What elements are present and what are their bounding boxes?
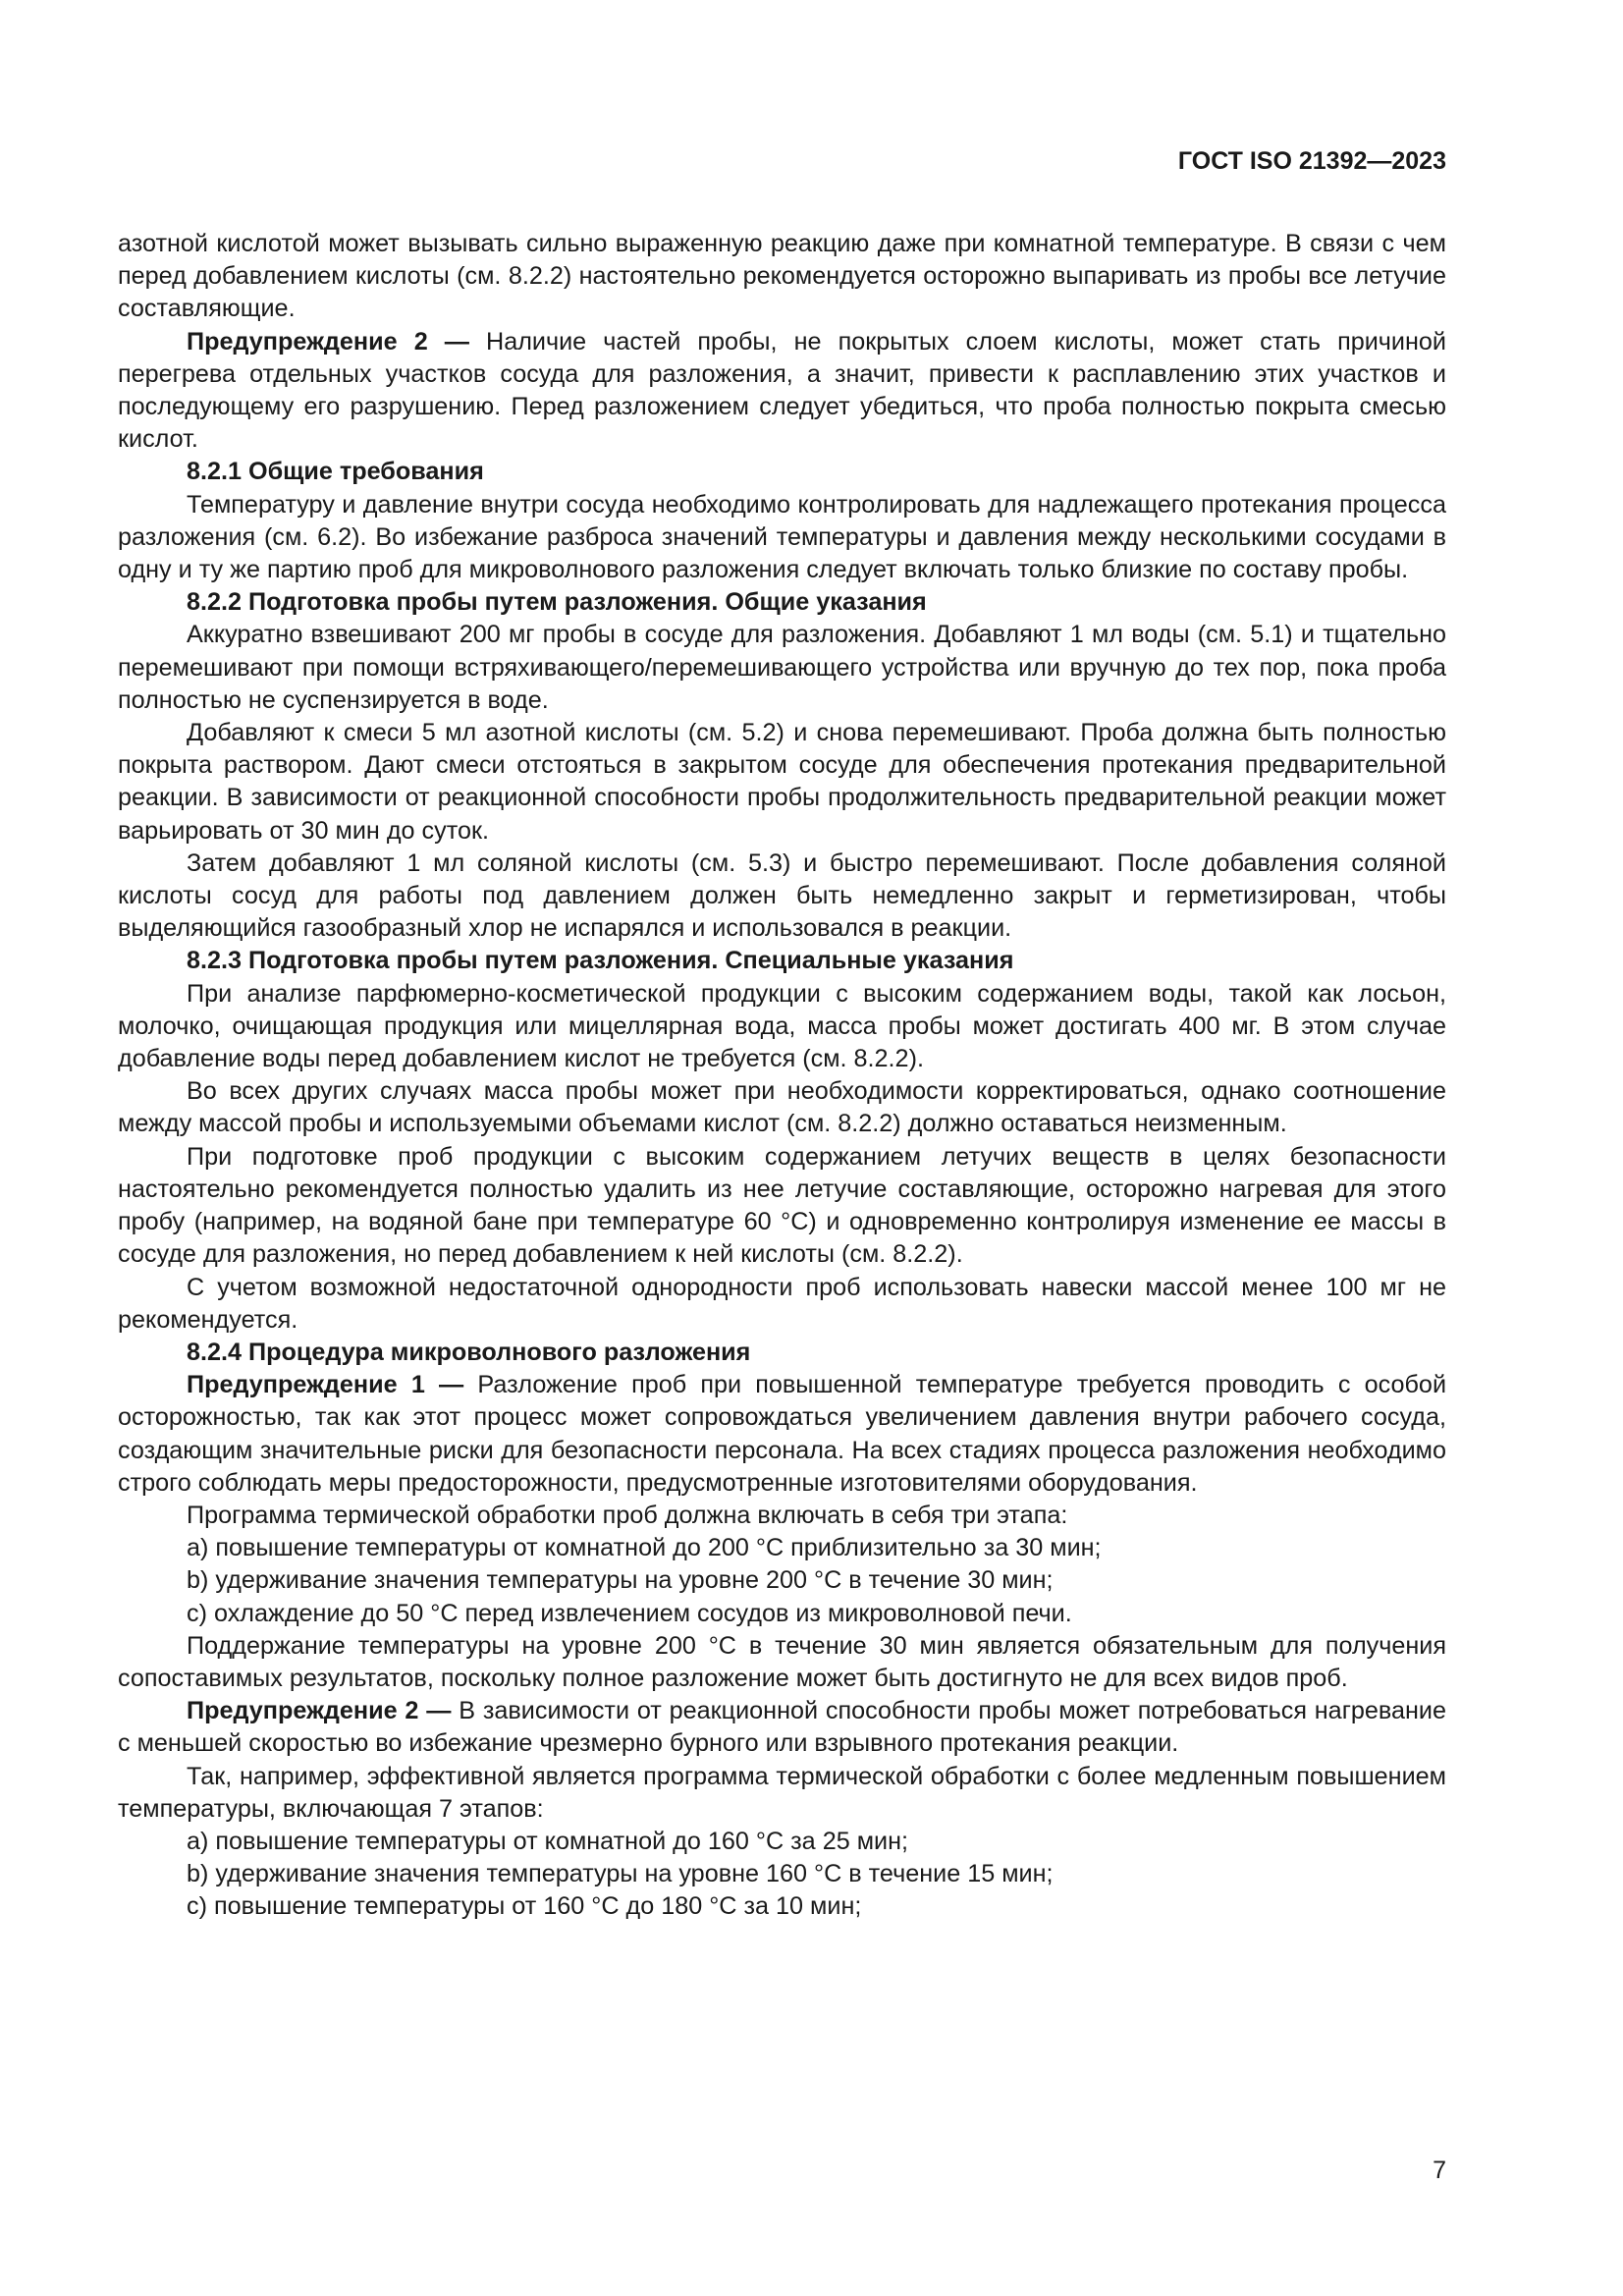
paragraph-text: С учетом возможной недостаточной однородности проб использовать навески массой менее 100 мг не рекомендуется. (118, 1273, 1446, 1334)
paragraph (118, 1630, 1446, 1695)
paragraph-text: Во всех других случаях масса пробы может при необходимости корректироваться, однако соотношение между массой пробы и используемыми объемами кислот (см. 8.2.2) должно оставаться неизменным. (118, 1077, 1446, 1138)
paragraph-text: Поддержание температуры на уровне 200 °С в течение 30 мин является обязательным для получения сопоставимых результатов, поскольку полное разложение может быть достигнуто не для всех видов проб. (118, 1631, 1446, 1692)
paragraph-text: Разложение проб при повышенной температуре требуется проводить с особой осторожностью, так как этот процесс может сопровождаться увеличением давления внутри рабочего сосуда, создающим значительные риски для безопасности персонала. На всех стадиях процесса разложения необходимо строго соблюдать меры предосторожности, предусмотренные изготовителями оборудования. (118, 1371, 1447, 1497)
document-header: ГОСТ ISO 21392—2023 (1177, 147, 1446, 175)
paragraph-text: При анализе парфюмерно-косметической продукции с высоким содержанием воды, такой как лосьон, молочко, очищающая продукция или мицеллярная вода, масса пробы может достигать 400 мг. В этом случае добавление воды перед добавлением кислот не требуется (см. 8.2.2). (118, 979, 1446, 1073)
paragraph (118, 717, 1446, 847)
paragraph-text: a) повышение температуры от комнатной до 200 °С приблизительно за 30 мин; (187, 1534, 1102, 1562)
paragraph-text: Программа термической обработки проб должна включать в себя три этапа: (187, 1501, 1068, 1529)
paragraph-text: Так, например, эффективной является программа термической обработки с более медленным повышением температуры, включающая 7 этапов: (118, 1762, 1446, 1823)
list-item (118, 1826, 1446, 1858)
paragraph (118, 1761, 1446, 1826)
list-item (118, 1890, 1446, 1923)
paragraph-text: азотной кислотой может вызывать сильно выраженную реакцию даже при комнатной температуре. В связи с чем перед добавлением кислоты (см. 8.2.2) настоятельно рекомендуется осторожно выпаривать из пробы все летучие составляющие. (118, 230, 1446, 323)
paragraph (118, 1695, 1446, 1760)
paragraph (118, 228, 1446, 326)
paragraph (118, 1141, 1446, 1272)
paragraph (118, 847, 1446, 946)
paragraph-text: При подготовке проб продукции с высоким содержанием летучих веществ в целях безопасности настоятельно рекомендуется полностью удалить из нее летучие составляющие, осторожно нагревая для этого пробу (например, на водяной бане при температуре 60 °С) и одновременно контролируя изменение ее массы в сосуде для разложения, но перед добавлением к ней кислоты (см. 8.2.2). (118, 1142, 1446, 1269)
paragraph (118, 326, 1446, 457)
paragraph-text: Температуру и давление внутри сосуда необходимо контролировать для надлежащего протекания процесса разложения (см. 6.2). Во избежание разброса значений температуры и давления между несколькими сосудами в одну и ту же партию проб для микроволнового разложения следует включать только близкие по составу пробы. (118, 490, 1446, 584)
section-heading: 8.2.3 Подготовка пробы путем разложения. Специальные указания (187, 947, 1014, 975)
paragraph-text: Наличие частей пробы, не покрытых слоем кислоты, может стать причиной перегрева отдельных участков сосуда для разложения, а значит, привести к расплавлению этих участков и последующему его разрушению. Перед разложением следует убедиться, что проба полностью покрыта смесью кислот. (118, 327, 1446, 454)
paragraph (118, 1369, 1446, 1500)
page-number: 7 (1433, 2157, 1446, 2184)
warning-label: Предупреждение 2 — (187, 1697, 452, 1725)
paragraph-text: c) охлаждение до 50 °С перед извлечением сосудов из микроволновой печи. (187, 1599, 1072, 1627)
section-heading: 8.2.1 Общие требования (187, 458, 484, 486)
warning-label: Предупреждение 2 — (187, 327, 469, 355)
paragraph (118, 489, 1446, 587)
list-item (118, 1564, 1446, 1597)
paragraph-text: Затем добавляют 1 мл соляной кислоты (см. 5.3) и быстро перемешивают. После добавления соляной кислоты сосуд для работы под давлением должен быть немедленно закрыт и герметизирован, чтобы выделяющийся газообразный хлор не испарялся и использовался в реакции. (118, 848, 1446, 943)
list-item (118, 1532, 1446, 1564)
paragraph-text: Добавляют к смеси 5 мл азотной кислоты (см. 5.2) и снова перемешивают. Проба должна быть полностью покрыта раствором. Дают смеси отстояться в закрытом сосуде для обеспечения протекания предварительной реакции. В зависимости от реакционной способности пробы продолжительность предварительной реакции может варьировать от 30 мин до суток. (118, 719, 1446, 845)
section-heading: 8.2.4 Процедура микроволнового разложения (187, 1338, 751, 1366)
paragraph (118, 978, 1446, 1076)
paragraph (118, 1075, 1446, 1140)
paragraph-text: Аккуратно взвешивают 200 мг пробы в сосуде для разложения. Добавляют 1 мл воды (см. 5.1) и тщательно перемешивают при помощи встряхивающего/перемешивающего устройства или вручную до тех пор, пока проба полностью не суспензируется в воде. (118, 621, 1446, 714)
paragraph-text: b) удерживание значения температуры на уровне 200 °С в течение 30 мин; (187, 1566, 1054, 1595)
paragraph (118, 619, 1446, 717)
document-body (118, 228, 1446, 1924)
warning-label: Предупреждение 1 — (187, 1371, 464, 1399)
paragraph (118, 1500, 1446, 1532)
paragraph-text: a) повышение температуры от комнатной до 160 °С за 25 мин; (187, 1827, 908, 1855)
paragraph-text: В зависимости от реакционной способности пробы может потребоваться нагревание с меньшей скоростью во избежание чрезмерно бурного или взрывного протекания реакции. (118, 1697, 1446, 1758)
list-item (118, 1598, 1446, 1630)
paragraph (118, 1272, 1446, 1337)
section-heading: 8.2.2 Подготовка пробы путем разложения. Общие указания (187, 588, 927, 617)
paragraph-text: b) удерживание значения температуры на уровне 160 °С в течение 15 мин; (187, 1860, 1054, 1888)
paragraph-text: c) повышение температуры от 160 °С до 180 °С за 10 мин; (187, 1892, 862, 1921)
list-item (118, 1858, 1446, 1890)
